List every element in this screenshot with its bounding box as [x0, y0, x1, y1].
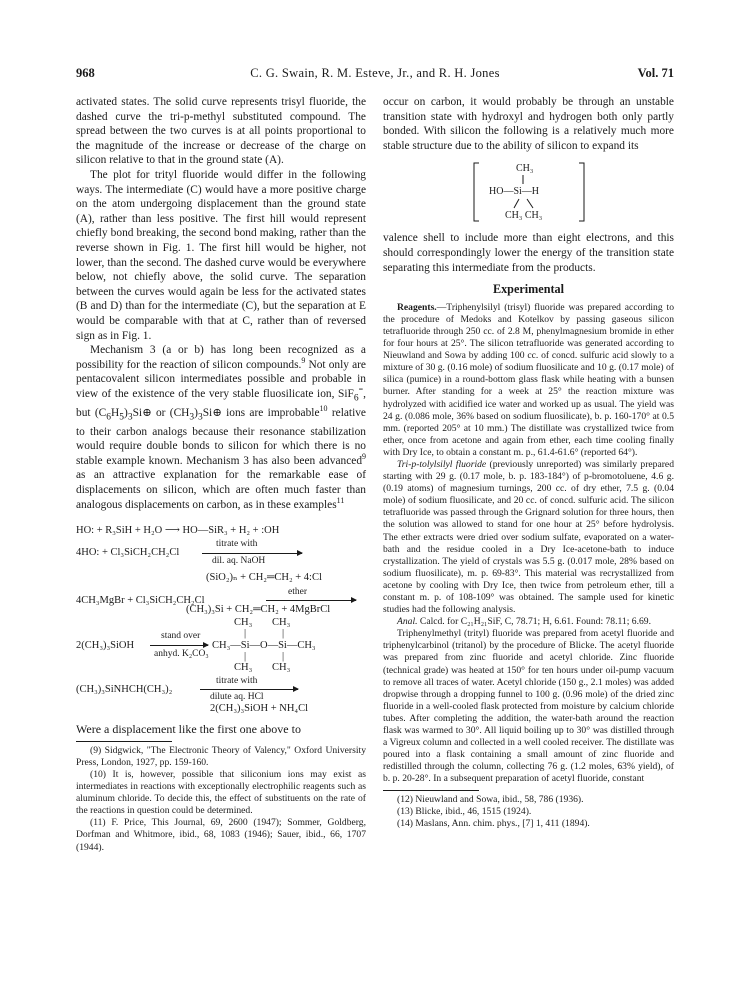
paragraph-tolyl — [383, 459, 674, 616]
bond-line: | — [282, 651, 285, 663]
text-run: 3 — [197, 412, 203, 423]
footnote-9: (9) Sidgwick, "The Electronic Theory of Valency," Oxford University Press, London, 1927, pp. 159-160. — [76, 744, 366, 768]
text-run: relative to their carbon analogs because their resonance stabilization would require double bonds to silicon for which there is no stable example known. Mechanism 3 has also been advanced — [76, 406, 366, 467]
text-run: 3 — [127, 412, 133, 423]
arrow-label-above: ether — [288, 587, 307, 598]
text-run: 5 — [119, 412, 125, 423]
text-run: = — [358, 385, 364, 395]
text-run: ) — [124, 406, 128, 419]
transition-state-structure — [383, 157, 674, 227]
footnote-12: (12) Nieuwland and Sowa, ibid., 58, 786 (1936). — [397, 793, 584, 805]
text-run: Si⊕ ions are improbable — [202, 406, 320, 419]
running-header — [76, 66, 674, 82]
reaction-arrow — [266, 600, 356, 601]
equation-1 — [76, 520, 366, 538]
equation-reactants: 4HO: + Cl₃SiCH₂CH₂Cl — [76, 547, 180, 559]
text-run: Not only are pentacovalent silicon intermediates possible and probable in view of the existence of the very stable fluosilicate ion, SiF — [76, 358, 366, 400]
text-run: 3 — [189, 412, 195, 423]
running-authors: C. G. Swain, R. M. Esteve, Jr., and R. H. Jones — [250, 66, 500, 80]
right-bracket — [579, 163, 584, 221]
left-column — [76, 95, 366, 854]
paragraph: Were a displacement like the first one above to — [76, 722, 301, 737]
footnote-10: (10) It is, however, possible that siliconium ions may exist as intermediates in reactions with exceptionally electrophilic reagents such as aluminum chloride. To decide this, the effect of substituents on the rate of the reactions in question could be determined. — [76, 768, 366, 817]
methyl-group: CH₃ — [272, 617, 291, 629]
text-run: H — [111, 406, 120, 419]
volume-label: Vol. 71 — [637, 66, 674, 80]
page-number: 968 — [76, 66, 95, 80]
text-run: ) — [194, 406, 198, 419]
footnote-ref: 10 — [319, 403, 328, 413]
run-in-heading: Tri-p-tolylsilyl fluoride — [397, 458, 487, 470]
text-run: (previously unreported) was similarly prepared starting with 29 g. (0.17 mole, b. p. 183-184°) of p-bromotoluene, 4.6 g. (0.19 atoms) of magnesium turnings, 200 cc. of dry ether, 7.5 g. (0.04 mole) of sodium fluosilicate, and 20 cc. of concd. sulfuric acid. The silicon tetrafluoride was passed through the Grignard solution for three hours, then the solution was allowed to stand for one hour at 25° before hydrolysis. The ether extracts were dried over sodium sulfate, evaporated on a water-bath and the residue cooled in a Dry Ice-acetone-bath to induce crystallization. The yield of crystals was 5.5 g. (0.017 mole, 28% based on sodium fluosilicate), m. p. 69-83°. This material was recrystallized from acetone by cooling with Dry Ice, then twice from petroleum ether, till a constant m. p. of 108-109° was obtained. The sample used for kinetic studies had the following analysis. — [383, 458, 674, 616]
left-bracket — [474, 163, 479, 221]
text-run: Calcd. for C₂₁H₂₁SiF, C, 78.71; H, 6.61. Found: 78.11; 6.69. — [417, 616, 651, 628]
paragraph-mechanism-3 — [76, 343, 366, 512]
paragraph: occur on carbon, it would probably be through an unstable transition state with hydroxyl and hydrogen both only partly bonded. With silicon the following is a relatively much more stable structure due to the ability of silicon to expand its — [383, 96, 674, 152]
equation-2-product — [76, 568, 366, 586]
footnote-ref: 11 — [336, 495, 345, 505]
bond-line — [514, 199, 519, 208]
text-run: Si⊕ or (CH — [132, 406, 190, 419]
equation-reactants: 2(CH₃)₃SiOH — [76, 640, 135, 652]
footnote-14: (14) Maslans, Ann. chim. phys., [7] 1, 411 (1894). — [397, 817, 590, 829]
text-run: —Triphenylsilyl (trisyl) fluoride was prepared according to the procedure of Medoks and Kotelkov by passing gaseous silicon tetrafluoride through 250 cc. of 2.8 M, phenylmagnesium bromide in ether for four hours at 25°. The silicon tetrafluoride was generated according to Nieuwland and Sowa by adding 100 cc. of concd. sulfuric acid slowly to a mixture of 30 g. (0.16 mole) of sodium fluosilicate and 10 g. (0.17 mole) of silica (pumice) in a round-bottom glass flask while heating with a bunsen burner. After standing for a week at 25° the reaction mixture was hydrolyzed with acidified ice water and worked up as usual. The yield was 24 g. (0.086 mole, 36% based on sodium fluosilicate), b. p. 160-170° at 0.5 mm. (reported 205° at 10 mm.) The distillate was crystallized twice from ether, once from acetone and again from ether, each time cooling finally with Dry Ice, to obtain a constant m. p., 61.4-61.6° (reported 64°). — [383, 301, 674, 458]
equation-products: 2(CH₃)₃SiOH + NH₄Cl — [210, 703, 308, 715]
arrow-label-above: titrate with — [216, 676, 258, 687]
footnote-divider — [76, 741, 172, 742]
structure-mid-label: HO—Si—H — [489, 186, 540, 198]
methyl-group: CH₃ — [234, 617, 253, 629]
text-run: as an attractive explanation for the remarkable ease of displacements on silicon, which are often much faster than analogous displacements on carbon, as in these examples — [76, 469, 366, 511]
paragraph: activated states. The solid curve represents trisyl fluoride, the dashed curve the tri-p-methyl substituted compound. The spread between the two curves is at all points proportional to the magnitude of the increase or decrease of the charge on silicon relative to that in the ground state (A). — [76, 96, 366, 167]
equation-reactants: 4CH₃MgBr + Cl₃SiCH₂CH₂Cl — [76, 595, 205, 607]
right-column — [383, 95, 674, 830]
footnote-ref: 9 — [301, 355, 306, 365]
run-in-heading: Reagents. — [397, 301, 437, 313]
run-in-heading: Anal. — [397, 616, 418, 628]
equation-2 — [76, 538, 366, 568]
arrow-label-below: dilute aq. HCl — [210, 692, 264, 703]
section-heading: Experimental — [492, 282, 565, 297]
structure-top-label: CH₃ — [516, 163, 534, 175]
text-run: 6 — [353, 393, 359, 404]
footnote-ref: 9 — [362, 452, 366, 462]
equation-3 — [76, 586, 366, 614]
arrow-label-below: dil. aq. NaOH — [212, 556, 266, 567]
equation-products: CH₃—Si—O—Si—CH₃ — [212, 640, 316, 652]
reaction-equations — [76, 520, 366, 718]
bond-line: | — [282, 628, 285, 640]
paragraph: The plot for trityl fluoride would differ in the following ways. The intermediate (C) would have a more positive charge on the atom undergoing displacement than the ground state (A), rather than less positive. The first hill would represent chiefly bond breaking, the second bond making, rather than the reverse shown in Fig. 1. The first hill would be higher, not lower, than the second. The dashed curve would be everywhere below, not chiefly above, the solid curve. The separation between the curves would again be less for the activated states (B and D) than for the intermediate (C), but the separation at E would be comparable with that at C, rather than of reversed sign as in Fig. 1. — [76, 168, 366, 342]
footnote-divider — [383, 790, 479, 791]
reaction-arrow — [202, 553, 302, 554]
text-run: , but (C — [76, 387, 366, 419]
bond-line: | — [244, 651, 247, 663]
equation-5-product — [76, 702, 366, 718]
text-run: Mechanism 3 (a or b) has long been recognized as a possibility for the reaction of silicon compounds. — [76, 344, 366, 371]
equation-4 — [76, 614, 366, 674]
methyl-group: CH₃ — [234, 662, 253, 674]
equation-reactants: (CH₃)₃SiNHCH(CH₃)₂ — [76, 684, 173, 696]
reaction-arrow — [200, 689, 298, 690]
paragraph-analysis — [383, 616, 674, 628]
paragraph-reagents — [383, 302, 674, 459]
bond-line: | — [244, 628, 247, 640]
equation-text: HO: + R₃SiH + H₂O ⟶ HO—SiR₃ + H₂ + :OH — [76, 525, 280, 537]
footnote-11: (11) F. Price, This Journal, 69, 2600 (1947); Sommer, Goldberg, Dorfman and Whitmore, ibid., 68, 1083 (1946); Sauer, ibid., 66, 1707 (1944). — [76, 817, 366, 853]
equation-5 — [76, 674, 366, 702]
arrow-label-below: anhyd. K₂CO₃ — [154, 649, 209, 660]
arrow-label-above: stand over — [161, 631, 201, 642]
paragraph: valence shell to include more than eight electrons, and this should correspondingly lower the energy of the transition state separating this intermediate from the products. — [383, 232, 674, 274]
equation-products: (CH₃)₃Si + CH₂═CH₂ + 4MgBrCl — [186, 604, 331, 616]
structure-bottom-label: CH₃ CH₃ — [505, 210, 543, 222]
bond-line — [527, 199, 533, 208]
footnote-13: (13) Blicke, ibid., 46, 1515 (1924). — [397, 805, 532, 817]
text-run: 6 — [106, 412, 112, 423]
equation-products: (SiO₂)ₙ + CH₂═CH₂ + 4:Cl — [206, 572, 322, 584]
methyl-group: CH₃ — [272, 662, 291, 674]
paragraph-trityl: Triphenylmethyl (trityl) fluoride was prepared from acetyl fluoride and triphenylcarbinol (tritanol) by the procedure of Blicke. The acetyl fluoride was prepared from zinc fluoride and acetyl chloride. Zinc fluoride (technical grade) was heated at 150° for ten hours under oil-pump vacuum to remove all traces of water. Acetyl chloride (150 g., 2.1 moles) was added dropwise through a dropping funnel to 100 g. (0.96 mole) of the dried zinc fluoride in a well-cooled flask protected from moisture by calcium chloride tubes. After completing the addition, the water-bath around the reaction flask was warmed to 30°. All liquid boiling up to 30° was distilled through a Vigreux column and collected in a well cooled receiver. The distillate was poured into a flask containing a small amount of zinc fluoride and redistilled through the column, collecting 76 g. (1.2 moles, 63% yield), of b. p. 20-28°. In a subsequent preparation of acetyl fluoride, constant — [383, 628, 674, 785]
reaction-arrow — [150, 645, 208, 646]
arrow-label-above: titrate with — [216, 539, 258, 550]
